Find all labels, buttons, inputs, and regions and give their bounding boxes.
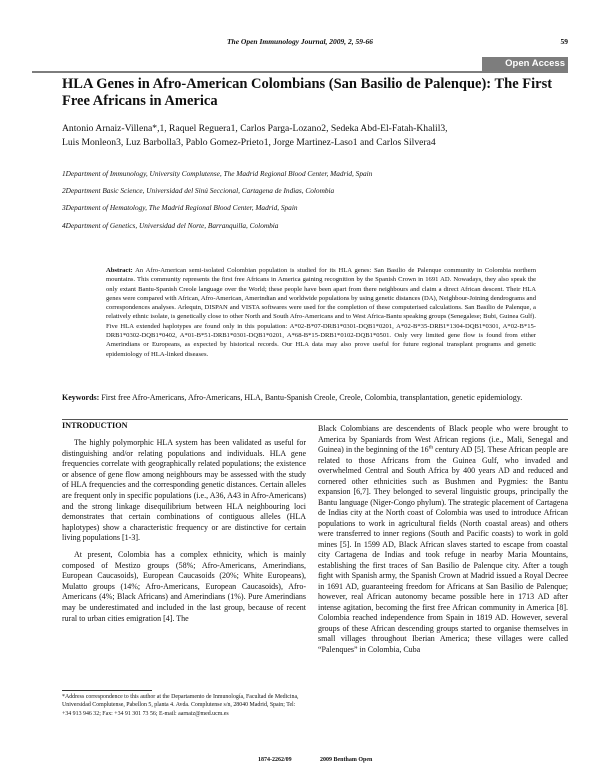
open-access-badge <box>482 57 568 71</box>
correspondence-footnote: *Address correspondence to this author at the Departamento de Inmunología, Facultad de Medicina, Universidad Complutense, Pabellon 5, planta 4. Avda. Complutense s/n, 28040 Madrid, Spain; Tel: +34 913 946 32; Fax: +34 91 301 73 56; E-mail: aarnaiz@med.ucm.es <box>62 694 299 717</box>
header-rule <box>32 71 568 73</box>
introduction-heading: INTRODUCTION <box>62 421 128 430</box>
right-column <box>318 424 568 655</box>
keywords <box>62 392 570 403</box>
affiliation-3: 3Department of Hematology, The Madrid Regional Blood Center, Madrid, Spain <box>62 203 298 212</box>
journal-header: The Open Immunology Journal, 2009, 2, 59-66 <box>226 37 374 46</box>
article-title: HLA Genes in Afro-American Colombians (San Basilio de Palenque): The First Free Africans in America <box>62 76 553 109</box>
abstract <box>106 266 536 359</box>
affiliation-4: 4Department of Genetics, Universidad del Norte, Barranquilla, Colombia <box>62 221 279 230</box>
intro-text-b: century AD [5]. These African people are related to those Africans from the Guinea Gulf, who invaded and overwhelmed Central and South Africa by 400 years AD and reduced and cornered other ethnicities such as Bushmen and Pygmies: the Bantu expansion [6,7]. They belonged to several linguistic groups, principally the Bantu language (Niger-Congo phylum). The strategic placement of Cartagena de Indias city at the North coast of Colombia was used to introduce African populations to work in agricultural fields (North coastal areas) and others were transferred to inner regions (South and Pacific coasts) to work in gold mines [5]. In 1599 AD, Black African slaves started to escape from coastal city Cartagena de Indias and took refuge in nearby Maria Mountains, establishing the first traces of San Basilio de Palenque city. After a tough fight with Spanish army, the Spanish Crown at Madrid issued a Royal Decree in 1691 AD, guaranteeing freedom for Africans at San Basilio de Palenque; however, real African autonomy became possible here in 1713 AD after intense agitation, becoming the first free African community in America [8]. Colombia reached independence from Spain in 1819 AD. However, several groups of these African descending groups started to organise themselves in small villages throughout Iberian America; these villages were called “Palenques” in Colombia, Cuba <box>318 445 569 654</box>
open-access-label: Open Access <box>505 58 565 69</box>
keywords-label: Keywords: <box>62 393 100 402</box>
intro-paragraph-1: The highly polymorphic HLA system has been validated as useful for distinguishing and/or relating populations and individuals. HLA gene frequencies correlate with geographically related populations; the existence or absence of gene flow among neighbours may be assessed with the study of HLA frequencies and the corresponding genetic distances. Certain alleles are frequent only in specific populations (i.e., A36, A43 in Afro-Americans) and the strong linkage disequilibrium between HLA neighbouring loci demonstrates that certain combinations of contiguous alleles (HLA haplotypes) show a characteristic frequency or are distinctive for certain living populations [1-3]. <box>62 438 306 543</box>
intro-paragraph-3 <box>318 424 568 655</box>
author-list <box>62 122 562 150</box>
page-number: 59 <box>560 37 568 46</box>
affiliation-2: 2Department Basic Science, Universidad del Sinú Seccional, Cartagena de Indias, Colombia <box>62 186 335 195</box>
affiliation-1: 1Department of Immunology, University Complutense, The Madrid Regional Blood Center, Madrid, Spain <box>62 169 373 178</box>
abstract-label: Abstract: <box>106 267 133 274</box>
left-column <box>62 438 306 630</box>
intro-paragraph-2: At present, Colombia has a complex ethnicity, which is mainly composed of Mestizo groups (58%; Afro-Americans, Amerindians, European Caucasoids), European Caucasoids (20%; White Europeans), Mulatto groups (14%; Afro-Americans, European Caucasoids), Afro-Americans (4%; Black Africans) and Amerindians (1%). Pure Amerindians may be underestimated and included in the last group, because of recent rural to urban cities emigration [4]. The <box>62 549 306 623</box>
author-line-1: Antonio Arnaiz-Villena*,1, Raquel Reguera1, Carlos Parga-Lozano2, Sedeka Abd-El-Fatah-Khalil3, <box>62 123 448 134</box>
footer-publisher: 2009 Bentham Open <box>320 757 373 763</box>
footer-issn: 1874-2262/09 <box>258 757 292 763</box>
intro-text-a: Black Colombians are descendents of Black people who were brought to America by Spaniards from West African regions (i.e., Mali, Senegal and Guinea) in the beginning of the 16 <box>318 424 568 454</box>
author-line-2: Luis Monleon3, Luz Barbolla3, Pablo Gomez-Prieto1, Jorge Martinez-Laso1 and Carlos Silvera4 <box>62 137 436 148</box>
keywords-text: First free Afro-Americans, Afro-Americans, HLA, Bantu-Spanish Creole, Creole, Colombia, transplantation, genetic epidemiology. <box>101 393 523 402</box>
abstract-text: An Afro-American semi-isolated Colombian population is studied for its HLA genes: San Basilio de Palenque community in Colombia northern mountains. This community represents the first free Africans in America gaining recognition by the Spanish Crown in 1691 AD. Nowadays, they also speak the only extant Bantu-Spanish Creole language over the World; these people have been apart from there neighbours and claim a direct African descent. Their HLA genes were compared with African, Afro-American, Amerindian and worldwide populations by using genetic distances (DA), Neighbour-Joining dendrograms and correspondences analyses. Arlequin, DISPAN and VISTA softwares were used for the completion of these computerised calculations. San Basilio de Palenque, a relatively ethnic isolate, is genetically close to other North and South Afro-Americans and to West Africa-Bantu speaking groups (Senegalese; Bubi, Guinea Gulf). Five HLA extended haplotypes are found only in this population: A*02-B*07-DRB1*0301-DQB1*0201, A*02-B*35-DRB1*1304-DQB1*0301, A*02-B*15-DRB1*0302-DQB1*0402, A*01-B*51-DRB1*0301-DQB1*0201, A*68-B*15-DRB1*0102-DQB1*0501. Only very limited gene flow is found from either Amerindians or Europeans, as expected by historical records. Our HLA data may also prove useful for future regional transplant programs and genetic epidemiology of HLA-linked diseases. <box>106 267 536 358</box>
section-rule <box>62 419 568 420</box>
ordinal-suffix: th <box>428 444 434 451</box>
footnote-rule <box>62 690 152 691</box>
